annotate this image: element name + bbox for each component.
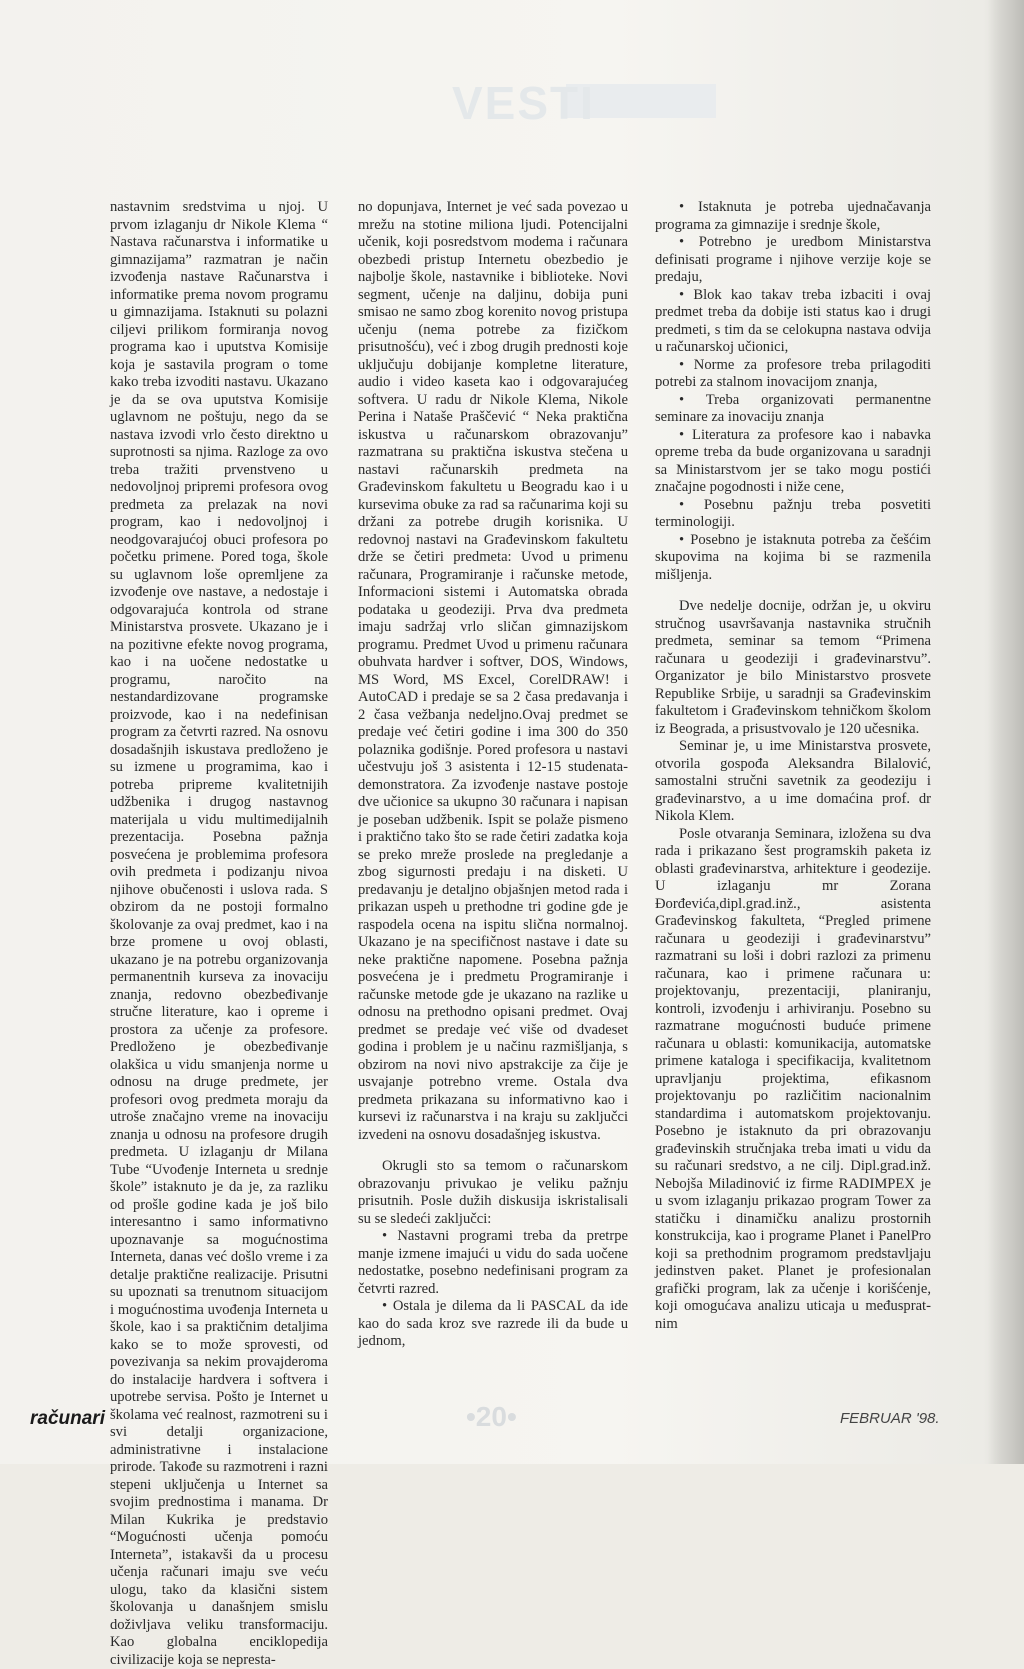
paragraph: Seminar je, u ime Ministarstva prosvete, otvorila gospođa Aleksandra Bilalović, samostalni stručni savetnik za geodeziju i građevinarstvo, a u ime domaćina prof. dr Nikola Klem. (655, 738, 931, 824)
page-number: •20• (466, 1401, 517, 1432)
bullet-item: • Potrebno je uredbom Ministarstva definisati programe i njihove verzije koje se predaju, (655, 234, 931, 285)
paragraph: nastavnim sredstvima u njoj. U prvom izlaganju dr Nikole Klema “ Nastava računarstva i informatike u gimnazijama” razmatran je način izvođenja nastave Računarstva i informatike prema novom programu u gimnazijama. Istaknuti su polazni ciljevi prilikom formiranja novog programa kao i uputstva Komisije koja je sastavila program o tome kako treba izvoditi nastavu. Ukazano je da se ova uputstva Komisije uglavnom ne poštuju, nego da se nastava izvodi vrlo često direktno u suprotnosti sa njima. Razloge za ovo treba tražiti prvenstveno u nedovoljnoj pripremi profesora ovog predmeta za prelazak na novi program, kao i nedovoljnoj i neodgovarajućoj obuci profesora po početku primene. Pored toga, škole su uglavnom loše opremljene za izvođenje ove nastave, a nedostaje i odgovarajuća kontrola od strane Ministarstva prosvete. Ukazano je i na pozitivne efekte novog programa, kao i na uočene nedostatke u programu, naročito na nestandardizovane programske proizvode, kao i na nedefinisan program za četvrti razred. Na osnovu dosadašnjih iskustava predloženo je su izmene u programima, kao i potreba pripreme kvalitetnijih udžbenika i drugog nastavnog materijala u vidu multimedijalnih prezentacija. Posebna pažnja posvećena je problemima profesora ovih predmeta i podizanju nivoa njihove obučenosti i uslova rada. S obzirom da ne postoji formalno školovanje za ovaj predmet, kao i na brze promene u ovoj oblasti, ukazano je na potrebu organizovanja permanentnih kurseva za inovaciju znanja, redovno obezbeđivanje stručne literature, kao i opreme i prostora za učenje za profesore. Predloženo je obezbeđivanje olakšica u vidu smanjenja norme u odnosu na druge predmete, jer profesori ovog predmeta moraju da utroše značajno vreme na inovaciju znanja u odnosu na profesore drugih predmeta. U izlaganju dr Milana Tube “Uvođenje Interneta u srednje škole” istaknuto je da je, za razliku od prošle godine kada je još bilo interesantno i samo informativno upoznavanje sa mogućnostima Interneta, danas već došlo vreme i za detalje praktične realizacije. Prisutni su upoznati sa trenutnom situacijom i mogućnostima uvođenja Interneta u škole, kao i sa praktičnim detaljima kako se to može sprovesti, od povezivanja sa nekim provajderoma do instalacije hardvera i softvera i upotrebe servisa. Pošto je Internet u školama već realnost, razmotreni su i svi detalji organizacione, administrativne i instalacione prirode. Takođe su razmotreni i razni stepeni uključenja u Internet sa svojim prednostima i manama. Dr Milan Kukrika je predstavio “Mogućnosti učenja pomoću Interneta”, istakavši da u procesu učenja računari imaju sve veću ulogu, tako da klasični sistem školovanja u današnjem smislu doživljava veliku transformaciju. Kao globalna enciklopedija civilizacije koja se nepresta- (110, 199, 328, 1668)
bullet-item: • Istaknuta je potreba ujednačavanja programa za gimnazije i srednje škole, (655, 199, 931, 233)
issue-date: FEBRUAR '98. (840, 1410, 940, 1427)
text-column-1 (110, 199, 328, 1669)
paragraph: Dve nedelje docnije, održan je, u okviru stručnog usavršavanja nastavnika stručnih predmeta, seminar sa temom “Primena računara u geodeziji i građevinarstvu”. Organizator je bilo Ministarstvo prosvete Republike Srbije, u saradnji sa Građevinskim fakultetom i Građevinskom tehničkom školom iz Beograda, a prisustvovalo je 120 učesnika. (655, 598, 931, 737)
bullet-item: • Norme za profesore treba prilagoditi potrebi za stalnom inovacijom znanja, (655, 356, 931, 390)
bullet-item: • Ostala je dilema da li PASCAL da ide kao do sada kroz sve razrede ili da bude u jednom, (358, 1298, 628, 1349)
paragraph: Okrugli sto sa temom o računarskom obrazovanju privukao je veliku pažnju prisutnih. Posle dužih diskusija iskristalisali su se sledeći zaključci: (358, 1158, 628, 1227)
text-column-3 (655, 199, 931, 1333)
bullet-item: • Literatura za profesore kao i nabavka opreme treba da bude organizovana u saradnji sa Ministarstvom jer se tako mogu postići značajne pogodnosti i niže cene, (655, 426, 931, 495)
bullet-item: • Blok kao takav treba izbaciti i ovaj predmet treba da dobije isti status kao i drugi predmeti, s tim da se celokupna nastava odvija u računarskoj učionici, (655, 286, 931, 355)
paragraph: Posle otvaranja Seminara, izložena su dva rada i prikazano šest programskih paketa iz oblasti građevinarstva, arhitekture i geodezije. U izlaganju mr Zorana Đorđevića,dipl.grad.inž., asistenta Građevinskog fakulteta, “Pregled primene računara u geodeziji i građevinarstvu” razmatrani su loši i dobri razlozi za primenu računara, kao i primene računara u: projektovanju, prezentaciji, planiranju, kontroli, izvođenju i arhiviranju. Posebno su razmatrane mogućnosti buduće primene računara u oblasti: komunikacija, automatske primene kataloga i specifikacija, kvalitetnom upravljanju projektima, efikasnom projektovanju po različitim nacionalnim standardima i automatskom projektovanju. Posebno je istaknuto da pri obrazovanju građevinskih stručnjaka treba imati u vidu da su računari sredstvo, a ne cilj. Dipl.grad.inž. Nebojša Miladinović iz firme RADIMPEX je u svom izlaganju prikazao program Tower za statičku i dinamičku analizu prostornih konstrukcija, kao i programe Planet i PanelPro koji sa prethodnim programom predstavljaju jedinstven paket. Planet je profesionalan grafički program, lak za učenje i korišćenje, koji omogućava analizu uticaja u međuspratnim (655, 825, 931, 1332)
magazine-name: računari (30, 1408, 105, 1429)
text-column-2 (358, 199, 628, 1351)
paragraph: no dopunjava, Internet je već sada povezao u mrežu na stotine miliona ljudi. Potencijalni učenik, koji posredstvom modema i računara obezbedi pristup Internetu obezbedio je najbolje škole, nastavnike i biblioteke. Novi segment, učenje na daljinu, dobija puni smisao ne samo zbog korenito novog pristupa učenju (nema potrebe za fizičkom prisutnošću), već i zbog drugih prednosti koje uključuju dobijanje kompletne literature, audio i video kaseta kao i odgovarajućeg softvera. U radu dr Nikole Klema, Nikole Perina i Nataše Praščević “ Neka praktična iskustva u računarskom obrazovanju” razmatrana su praktična iskustva stečena u nastavi računarskih predmeta na Građevinskom fakultetu u Beogradu kao i u kursevima obuke za rad sa računarima koji su držani za potrebe drugih korisnika. U redovnoj nastavi na Građevinskom fakultetu drže se četiri predmeta: Uvod u primenu računara, Programiranje i računske metode, Informacioni sistemi i Automatska obrada podataka u geodeziji. Prva dva predmeta imaju sadržaj vrlo sličan gimnazijskom programu. Predmet Uvod u primenu računara obuhvata hardver i softver, DOS, Windows, MS Word, MS Excel, CorelDRAW! i AutoCAD i predaje se sa 2 časa predavanja i 2 časa vežbanja nedeljno.Ovaj predmet se predaje već četiri godine i ima 300 do 350 polaznika godišnje. Pored profesora u nastavi učestvuju još 3 asistenta i 12-15 studenata-demonstratora. Za izvođenje nastave postoje dve učionice sa ukupno 30 računara i napisan je poseban udžbenik. Ispit se polaže pismeno i praktično tako što se rade četiri zadatka koja se preko mreže proslede na pregledanje a zbog sigurnosti predaju i na disketi. U predavanju je detaljno objašnjen metod rada i prikazan uspeh u prethodne tri godine gde je raspodela ocena na ispitu slična normalnoj. Ukazano je na specifičnost nastave i date su neke praktične napomene. Posebna pažnja posvećena je i predmetu Programiranje i računske metode gde je ukazano na razlike u odnosu na prethodno opisani predmet. Ovaj predmet se predaje već više od dvadeset godina i problem je u načinu razmišljanja, s obzirom na novi nivo apstrakcije za čije je usvajanje potrebno vreme. Ostala dva predmeta prikazana su informativno kao i kursevi iz računarstva i na kraju su zaključci izvedeni na osnovu dosadašnjeg iskustva. (358, 199, 628, 1143)
page-edge-shadow (988, 0, 1024, 1464)
bullet-item: • Posebnu pažnju treba posvetiti terminologiji. (655, 496, 931, 530)
bullet-item: • Treba organizovati permanentne seminare za inovaciju znanja (655, 391, 931, 425)
bullet-item: • Nastavni programi treba da pretrpe manje izmene imajući u vidu do sada uočene nedostatke, posebno nedefinisani program za četvrti razred. (358, 1228, 628, 1297)
section-label: VESTI (452, 77, 595, 129)
bullet-item: • Posebno je istaknuta potreba za češćim skupovima na kojima bi se razmenila mišljenja. (655, 531, 931, 583)
